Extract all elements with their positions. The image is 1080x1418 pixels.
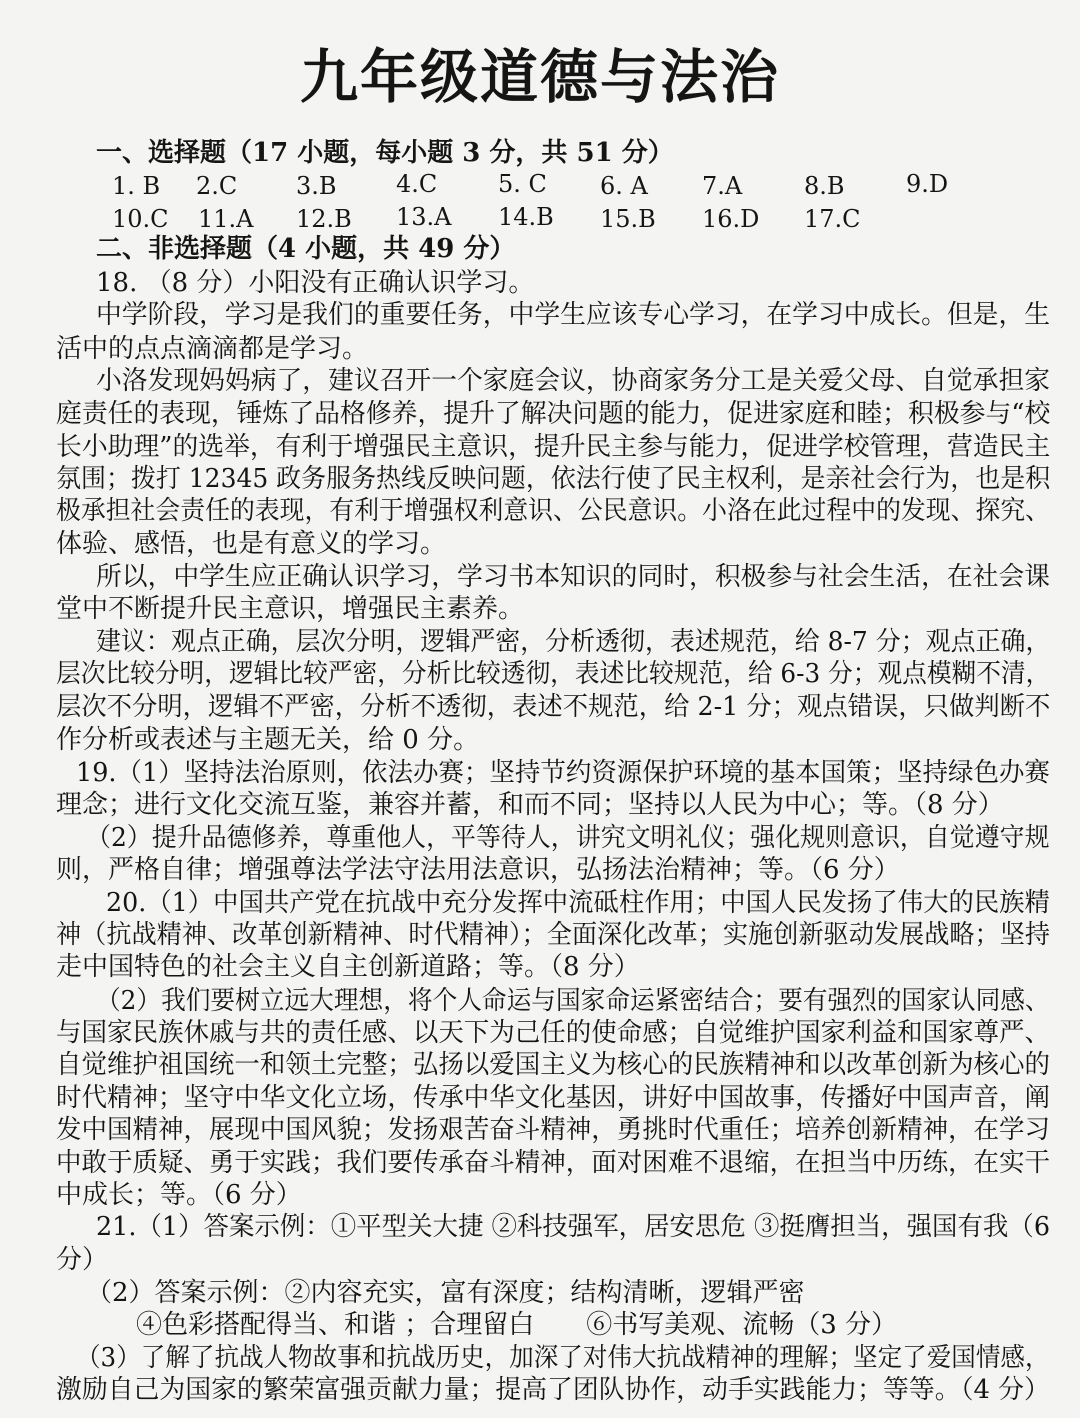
answer-item: 5. C [498,170,547,198]
text-line: 激励自己为国家的繁荣富强贡献力量；提高了团队协作，动手实践能力；等等。（4 分） [56,1375,1050,1405]
answer-item: 2.C [196,172,238,200]
answer-item: 17.C [804,205,861,233]
text-line: 庭责任的表现，锤炼了品格修养，提升了解决问题的能力，促进家庭和睦；积极参与“校 [56,399,1051,429]
text-line: 自觉维护祖国统一和领土完整；弘扬以爱国主义为核心的民族精神和以改革创新为核心的 [56,1050,1051,1080]
text-line: 时代精神；坚守中华文化立场，传承中华文化基因，讲好中国故事，传播好中国声音，阐 [56,1083,1051,1113]
text-line: 神（抗战精神、改革创新精神、时代精神）；全面深化改革；实施创新驱动发展战略；坚持 [56,920,1051,950]
answer-item: 9.D [906,170,949,198]
answer-item: 3.B [296,172,337,200]
text-line: 与国家民族休戚与共的责任感、以天下为己任的使命感；自觉维护国家利益和国家尊严、 [56,1018,1051,1048]
text-line: 中学阶段，学习是我们的重要任务，中学生应该专心学习，在学习中成长。但是，生 [96,300,1051,330]
answer-item: 10.C [112,205,169,233]
answer-item: 16.D [702,205,760,233]
section2-heading: 二、非选择题（4 小题，共 49 分） [96,234,516,264]
text-line: 体验、感悟，也是有意义的学习。 [56,529,447,559]
answer-item: 1. B [112,172,161,200]
text-line: （2）我们要树立远大理想，将个人命运与国家命运紧密结合；要有强烈的国家认同感、 [96,986,1050,1016]
text-line: 极承担社会责任的表现，有利于增强权利意识、公民意识。小洛在此过程中的发现、探究、 [56,496,1051,526]
text-line: 堂中不断提升民主意识，增强民主素养。 [56,594,525,624]
text-line: 作分析或表述与主题无关，给 0 分。 [56,725,480,755]
text-line: 理念；进行文化交流互鉴，兼容并蓄，和而不同；坚持以人民为中心；等。（8 分） [56,790,1004,820]
text-line: 18. （8 分）小阳没有正确认识学习。 [96,268,535,298]
answer-item: 13.A [396,203,452,231]
answer-item: 14.B [498,203,554,231]
answer-item: 8.B [804,172,845,200]
text-line: 长小助理”的选举，有利于增强民主意识，提升民主参与能力，促进学校管理，营造民主 [56,432,1051,462]
text-line: 建议：观点正确，层次分明，逻辑严密，分析透彻，表述规范，给 8-7 分；观点正确， [96,627,1051,657]
answer-item: 11.A [198,205,254,233]
text-line: ④色彩搭配得当、和谐 ；合理留白 ⑥书写美观、流畅（3 分） [136,1310,898,1340]
text-line: 中成长；等。（6 分） [56,1180,302,1210]
section1-heading: 一、选择题（17 小题，每小题 3 分，共 51 分） [96,138,674,168]
text-line: 21.（1）答案示例：①平型关大捷 ②科技强军，居安思危 ③挺膺担当，强国有我（6 [96,1212,1051,1242]
text-line: 19.（1）坚持法治原则，依法办赛；坚持节约资源保护环境的基本国策；坚持绿色办赛 [76,758,1050,788]
text-line: 发中国精神，展现中国风貌；发扬艰苦奋斗精神，勇挑时代重任；培养创新精神，在学习 [56,1115,1051,1145]
text-line: （2）答案示例：②内容充实，富有深度；结构清晰，逻辑严密 [86,1278,805,1308]
text-line: 中敢于质疑、勇于实践；我们要传承奋斗精神，面对困难不退缩，在担当中历练，在实干 [56,1148,1051,1178]
text-line: 小洛发现妈妈病了，建议召开一个家庭会议，协商家务分工是关爱父母、自觉承担家 [96,366,1051,396]
text-line: （2）提升品德修养，尊重他人，平等待人，讲究文明礼仪；强化规则意识，自觉遵守规 [86,823,1050,853]
answer-item: 4.C [396,170,438,198]
text-line: （3）了解了抗战人物故事和抗战历史，加深了对伟大抗战精神的理解；坚定了爱国情感， [76,1343,1050,1373]
text-line: 层次不分明，逻辑不严密，分析不透彻，表述不规范，给 2-1 分；观点错误，只做判断不 [56,692,1051,722]
text-line: 所以，中学生应正确认识学习，学习书本知识的同时，积极参与社会生活，在社会课 [96,562,1051,592]
text-line: 则，严格自律；增强尊法学法守法用法意识，弘扬法治精神；等。（6 分） [56,855,900,885]
text-line: 走中国特色的社会主义自主创新道路；等。（8 分） [56,952,640,982]
text-line: 氛围；拨打 12345 政务服务热线反映问题，依法行使了民主权利，是亲社会行为，也是积 [56,464,1051,494]
text-line: 活中的点点滴滴都是学习。 [56,334,369,364]
text-line: 分） [56,1245,109,1275]
text-line: 层次比较分明，逻辑比较严密，分析比较透彻，表述比较规范，给 6-3 分；观点模糊不清， [56,659,1051,689]
text-line: 20.（1）中国共产党在抗战中充分发挥中流砥柱作用；中国人民发扬了伟大的民族精 [106,888,1050,918]
answer-item: 6. A [600,172,648,200]
page-title: 九年级道德与法治 [299,43,780,111]
answer-item: 7.A [702,172,743,200]
answer-item: 15.B [600,205,656,233]
answer-item: 12.B [296,205,352,233]
